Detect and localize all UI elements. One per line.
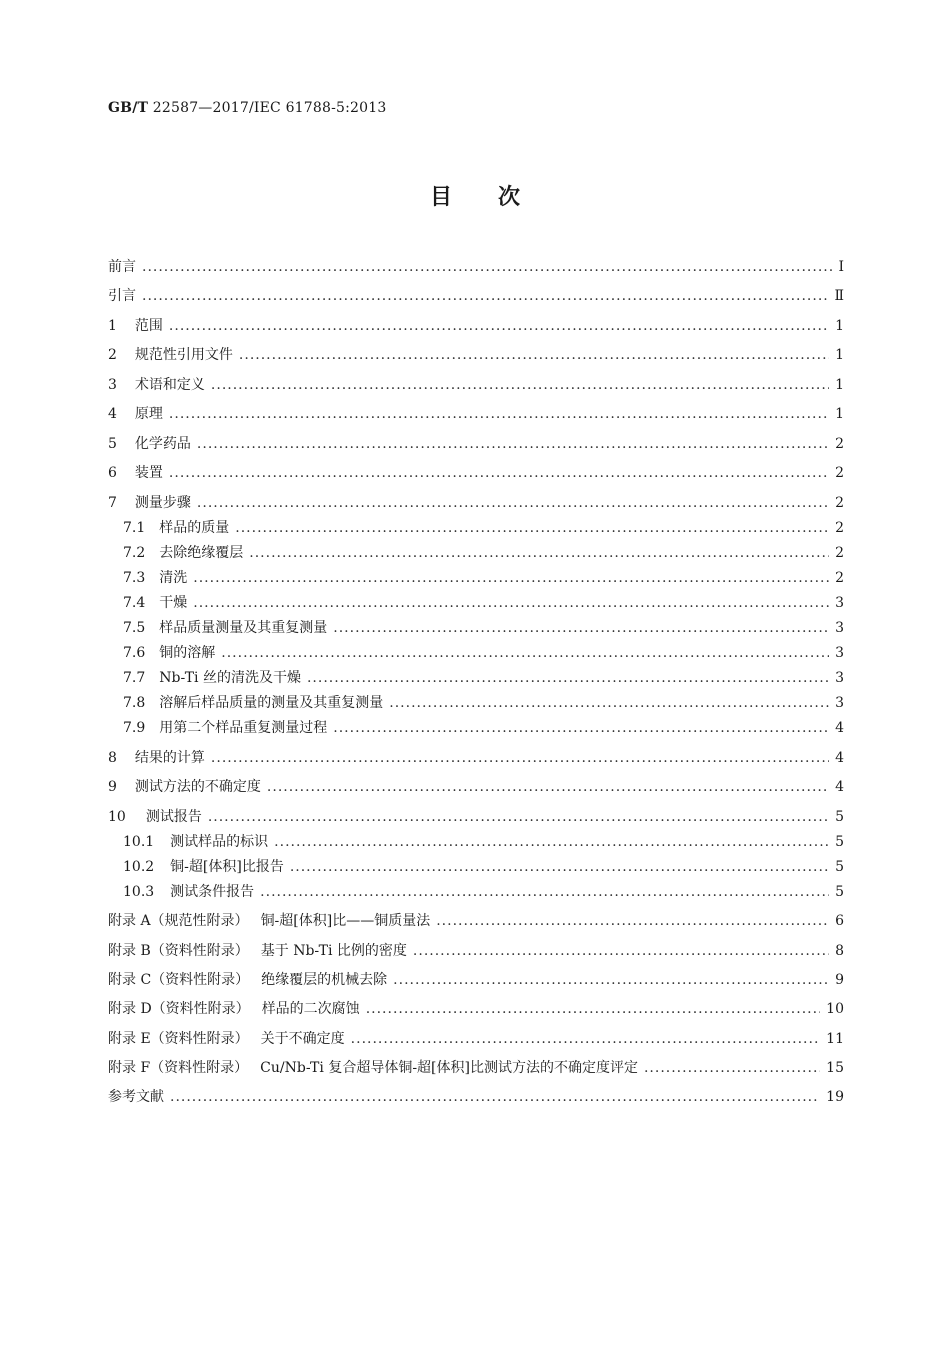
- toc-entry-page-number: 10: [826, 1001, 844, 1017]
- toc-entry[interactable]: [108, 403, 844, 425]
- toc-entry[interactable]: [108, 492, 844, 514]
- toc-entry-page-number: 5: [835, 884, 844, 900]
- dot-leader: [142, 285, 828, 307]
- toc-entry-label: 去除绝缘覆层: [159, 545, 244, 561]
- dot-leader: [274, 831, 829, 853]
- toc-entry-label: 样品的质量: [159, 520, 230, 536]
- toc-entry-label: Nb-Ti 丝的清洗及干燥: [159, 670, 301, 686]
- toc-entry-number: 附录 E（资料性附录）: [108, 1031, 249, 1047]
- toc-entry-page-number: 2: [835, 465, 844, 481]
- dot-leader: [389, 692, 829, 714]
- toc-entry-page-number: 9: [835, 972, 844, 988]
- dot-leader: [333, 617, 829, 639]
- dot-leader: [208, 806, 829, 828]
- toc-entry-page-number: 3: [835, 695, 844, 711]
- toc-entry[interactable]: [123, 667, 844, 689]
- toc-entry[interactable]: [108, 747, 844, 769]
- toc-entry-label: 基于 Nb-Ti 比例的密度: [260, 943, 407, 959]
- dot-leader: [239, 344, 829, 366]
- dot-leader: [169, 403, 829, 425]
- toc-entry-number: 3: [108, 377, 117, 393]
- toc-entry-number: 7.7: [123, 670, 146, 686]
- dot-leader: [221, 642, 829, 664]
- toc-entry[interactable]: [123, 517, 844, 539]
- dot-leader: [249, 542, 829, 564]
- toc-entry-number: 7: [108, 495, 117, 511]
- toc-entry-label: 测试方法的不确定度: [134, 779, 261, 795]
- toc-entry[interactable]: [123, 567, 844, 589]
- toc-entry-page-number: 1: [835, 318, 844, 334]
- dot-leader: [644, 1057, 820, 1079]
- toc-entry[interactable]: [108, 776, 844, 798]
- toc-entry-label: 样品的二次腐蚀: [261, 1001, 360, 1017]
- toc-entry-label: 铜-超[体积]比——铜质量法: [260, 913, 431, 929]
- toc-entry-number: 10.2: [123, 859, 155, 875]
- toc-entry-number: 附录 D（资料性附录）: [108, 1001, 250, 1017]
- toc-entry-label: 测量步骤: [134, 495, 191, 511]
- toc-entry[interactable]: [108, 1086, 844, 1108]
- toc-entry[interactable]: [108, 1028, 844, 1050]
- toc-entry-number: 2: [108, 347, 117, 363]
- dot-leader: [260, 881, 829, 903]
- toc-entry[interactable]: [108, 315, 844, 337]
- toc-entry[interactable]: [123, 856, 844, 878]
- toc-entry[interactable]: [123, 881, 844, 903]
- dot-leader: [211, 374, 829, 396]
- toc-entry-label: 测试报告: [145, 809, 202, 825]
- toc-entry[interactable]: [123, 617, 844, 639]
- toc-entry-number: 7.9: [123, 720, 146, 736]
- toc-entry[interactable]: [123, 592, 844, 614]
- toc-entry-number: 10: [108, 809, 126, 825]
- toc-entry[interactable]: [108, 998, 844, 1020]
- toc-entry[interactable]: [108, 1057, 844, 1079]
- toc-entry-number: 7.3: [123, 570, 146, 586]
- dot-leader: [193, 592, 829, 614]
- toc-entry-page-number: Ⅰ: [838, 259, 844, 275]
- toc-entry-page-number: 4: [835, 750, 844, 766]
- toc-entry-label: 化学药品: [134, 436, 191, 452]
- dot-leader: [267, 776, 829, 798]
- dot-leader: [307, 667, 829, 689]
- toc-entry-number: 10.1: [123, 834, 155, 850]
- toc-entry-label: 溶解后样品质量的测量及其重复测量: [159, 695, 384, 711]
- dot-leader: [413, 940, 829, 962]
- toc-entry[interactable]: [108, 344, 844, 366]
- toc-entry[interactable]: [108, 285, 844, 307]
- toc-entry[interactable]: [108, 462, 844, 484]
- toc-entry-label: 用第二个样品重复测量过程: [159, 720, 328, 736]
- toc-entry-number: 7.4: [123, 595, 146, 611]
- toc-entry-page-number: 5: [835, 859, 844, 875]
- toc-entry-page-number: 5: [835, 834, 844, 850]
- toc-entry-label: 引言: [108, 288, 136, 304]
- toc-entry-number: 5: [108, 436, 117, 452]
- standard-code-header: [108, 100, 387, 116]
- toc-entry-page-number: 2: [835, 545, 844, 561]
- toc-entry[interactable]: [108, 940, 844, 962]
- toc-entry-page-number: 5: [835, 809, 844, 825]
- toc-entry-page-number: 2: [835, 520, 844, 536]
- toc-entry-page-number: 15: [826, 1060, 844, 1076]
- toc-entry-page-number: 3: [835, 620, 844, 636]
- toc-entry-page-number: 2: [835, 436, 844, 452]
- dot-leader: [169, 462, 829, 484]
- toc-entry[interactable]: [108, 910, 844, 932]
- toc-entry-page-number: 1: [835, 377, 844, 393]
- toc-entry[interactable]: [123, 692, 844, 714]
- dot-leader: [193, 567, 829, 589]
- toc-entry-number: 附录 C（资料性附录）: [108, 972, 250, 988]
- toc-entry-label: 铜-超[体积]比报告: [170, 859, 284, 875]
- toc-entry-number: 7.2: [123, 545, 146, 561]
- toc-entry-page-number: 3: [835, 670, 844, 686]
- toc-entry-label: 装置: [134, 465, 163, 481]
- toc-entry-label: 样品质量测量及其重复测量: [159, 620, 328, 636]
- toc-entry-number: 9: [108, 779, 117, 795]
- toc-entry-number: 附录 A（规范性附录）: [108, 913, 249, 929]
- toc-entry-number: 8: [108, 750, 117, 766]
- toc-entry[interactable]: [108, 433, 844, 455]
- dot-leader: [351, 1028, 821, 1050]
- dot-leader: [142, 256, 832, 278]
- dot-leader: [197, 433, 829, 455]
- dot-leader: [170, 1086, 820, 1108]
- dot-leader: [290, 856, 829, 878]
- toc-entry-label: 清洗: [159, 570, 188, 586]
- toc-entry-label: 范围: [134, 318, 163, 334]
- toc-entry[interactable]: [123, 831, 844, 853]
- standard-code-number: 22587—2017/IEC 61788-5:2013: [148, 100, 387, 116]
- toc-entry-number: 4: [108, 406, 117, 422]
- toc-entry-label: 绝缘覆层的机械去除: [261, 972, 388, 988]
- toc-entry[interactable]: [123, 642, 844, 664]
- toc-entry-label: Cu/Nb-Ti 复合超导体铜-超[体积]比测试方法的不确定度评定: [260, 1060, 638, 1076]
- toc-entry[interactable]: [123, 717, 844, 739]
- toc-entry-page-number: 1: [835, 347, 844, 363]
- toc-entry-page-number: 4: [835, 779, 844, 795]
- toc-entry[interactable]: [108, 374, 844, 396]
- toc-entry-page-number: 6: [835, 913, 844, 929]
- toc-entry-label: 铜的溶解: [159, 645, 216, 661]
- toc-entry-page-number: 1: [835, 406, 844, 422]
- toc-entry-label: 前言: [108, 259, 136, 275]
- dot-leader: [169, 315, 829, 337]
- toc-entry[interactable]: [108, 969, 844, 991]
- toc-entry-number: 7.5: [123, 620, 146, 636]
- toc-entry-page-number: 2: [835, 570, 844, 586]
- toc-entry-label: 参考文献: [108, 1089, 164, 1105]
- toc-entry-page-number: 8: [835, 943, 844, 959]
- dot-leader: [436, 910, 829, 932]
- dot-leader: [197, 492, 829, 514]
- toc-entry-number: 附录 F（资料性附录）: [108, 1060, 249, 1076]
- toc-entry-label: 原理: [134, 406, 163, 422]
- toc-entry-page-number: 4: [835, 720, 844, 736]
- toc-entry-number: 1: [108, 318, 117, 334]
- toc-entry-label: 干燥: [159, 595, 188, 611]
- toc-entry-label: 测试样品的标识: [170, 834, 269, 850]
- toc-entry-label: 结果的计算: [134, 750, 205, 766]
- dot-leader: [333, 717, 829, 739]
- toc-entry-page-number: 19: [826, 1089, 844, 1105]
- toc-entry-label: 规范性引用文件: [134, 347, 233, 363]
- toc-entry-number: 附录 B（资料性附录）: [108, 943, 249, 959]
- toc-entry-page-number: Ⅱ: [834, 288, 844, 304]
- dot-leader: [235, 517, 829, 539]
- toc-entry-number: 7.1: [123, 520, 146, 536]
- toc-entry-label: 关于不确定度: [260, 1031, 345, 1047]
- toc-entry-number: 7.8: [123, 695, 146, 711]
- dot-leader: [393, 969, 829, 991]
- toc-entry-page-number: 3: [835, 645, 844, 661]
- toc-entry-page-number: 3: [835, 595, 844, 611]
- toc-entry[interactable]: [123, 542, 844, 564]
- toc-entry-label: 测试条件报告: [170, 884, 255, 900]
- dot-leader: [366, 998, 820, 1020]
- toc-entry-number: 10.3: [123, 884, 155, 900]
- toc-entry-page-number: 11: [826, 1031, 844, 1047]
- standard-code-prefix: GB/T: [108, 100, 149, 116]
- toc-entry[interactable]: [108, 806, 844, 828]
- toc-entry-label: 术语和定义: [134, 377, 205, 393]
- toc-entry-number: 6: [108, 465, 117, 481]
- toc-entry-number: 7.6: [123, 645, 146, 661]
- dot-leader: [211, 747, 829, 769]
- page-title: 目次: [429, 185, 566, 210]
- toc-entry-page-number: 2: [835, 495, 844, 511]
- toc-entry[interactable]: [108, 256, 844, 278]
